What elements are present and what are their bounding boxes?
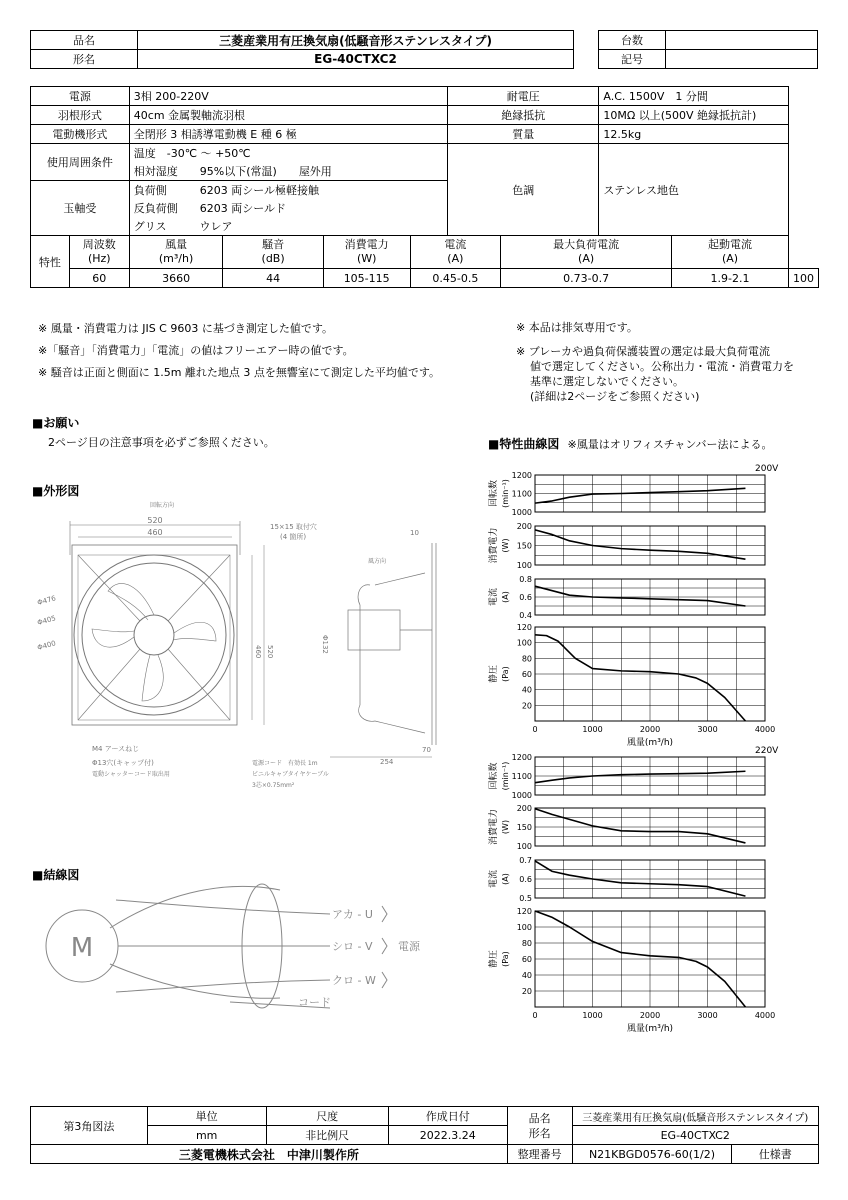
- qty-value: [666, 31, 818, 50]
- y-tick-label: 200: [516, 522, 532, 531]
- y-axis-unit: (W): [501, 819, 510, 835]
- series-line: [535, 771, 745, 782]
- notes-left: [38, 320, 440, 382]
- char-value-5: 0.73-0.7: [501, 269, 672, 288]
- withstand-label: 耐電圧: [448, 87, 599, 106]
- chart-panel-7: [487, 907, 775, 1034]
- header-table: [30, 30, 574, 69]
- lead-w: クロ - W: [332, 974, 376, 987]
- footer-model: EG-40CTXC2: [572, 1126, 819, 1145]
- x-tick-label: 2000: [639, 1011, 661, 1020]
- x-tick-label: 4000: [754, 725, 776, 734]
- chart-panel-0: [487, 464, 779, 517]
- char-header-2: 騒音 (dB): [223, 236, 323, 269]
- y-tick-label: 150: [516, 541, 532, 551]
- dim-254: 254: [380, 758, 394, 766]
- blade-label: 羽根形式: [31, 106, 130, 125]
- outline-title: ■外形図: [32, 484, 80, 498]
- y-tick-label: 100: [516, 561, 532, 570]
- char-header-3: 消費電力 (W): [323, 236, 410, 269]
- unit-value: mm: [147, 1126, 266, 1145]
- color-value: ステンレス地色: [599, 144, 789, 236]
- wiring-diagram: [30, 880, 450, 1020]
- wiring-title: ■結線図: [32, 868, 80, 882]
- series-line: [535, 861, 745, 896]
- y-tick-label: 0.7: [519, 856, 532, 865]
- dim-d132: Φ132: [321, 635, 329, 654]
- bearing-label: 玉軸受: [31, 181, 130, 236]
- model-value: EG-40CTXC2: [138, 50, 574, 69]
- y-tick-label: 150: [516, 823, 532, 832]
- chart-panel-5: [487, 804, 765, 851]
- x-axis-label: 風量(m³/h): [626, 1024, 674, 1034]
- lead-u: アカ - U: [332, 908, 373, 921]
- series-line: [535, 586, 745, 606]
- y-axis-label: 電流: [489, 587, 499, 607]
- projection: 第3角図法: [31, 1107, 148, 1145]
- ref-value: N21KBGD0576-60(1/2): [572, 1145, 732, 1164]
- dim-d476: Φ476: [36, 594, 57, 607]
- dim-mount-hole: 15×15 取付穴: [270, 523, 317, 531]
- insulation-value: 10MΩ 以上(500V 絶縁抵抗計): [599, 106, 789, 125]
- fan-ring-405: [82, 563, 226, 707]
- y-axis-label: 静圧: [489, 664, 499, 684]
- y-axis-label: 電流: [489, 869, 499, 889]
- note-right-3: 基準に選定しないでください。: [530, 375, 684, 388]
- char-header-5: 最大負荷電流 (A): [501, 236, 672, 269]
- fan-frame-outer: [72, 545, 237, 725]
- series-line: [535, 488, 745, 503]
- y-tick-label: 60: [521, 955, 532, 964]
- y-tick-label: 20: [521, 701, 532, 711]
- y-tick-label: 100: [516, 842, 532, 851]
- lead-cord: コード: [298, 996, 331, 1009]
- char-header-0: 周波数 (Hz): [69, 236, 129, 269]
- scale-label: 尺度: [266, 1107, 388, 1126]
- y-axis-label: 消費電力: [489, 527, 499, 564]
- y-tick-label: 60: [521, 670, 532, 679]
- y-tick-label: 0.4: [519, 611, 532, 620]
- y-tick-label: 1000: [511, 508, 532, 517]
- request-text: 2ページ目の注意事項を必ずご参照ください。: [48, 436, 275, 449]
- y-tick-label: 80: [521, 654, 532, 664]
- dim-mount-hole-count: (4 箇所): [280, 533, 307, 541]
- model-label: 形名: [31, 50, 138, 69]
- char-value-3: 105-115: [323, 269, 410, 288]
- dim-460-side: 460: [254, 645, 262, 659]
- color-label: 色調: [448, 144, 599, 236]
- y-axis-label: 回転数: [489, 762, 499, 790]
- env-temp: 温度 -30℃ ～ +50℃: [129, 144, 447, 163]
- y-tick-label: 20: [521, 987, 532, 996]
- char-value-4: 0.45-0.5: [410, 269, 501, 288]
- note-left-2: ※ 騒音は正面と側面に 1.5m 離れた地点 3 点を無響室にて測定した平均値です。: [38, 366, 441, 379]
- y-axis-label: 回転数: [489, 479, 499, 508]
- request-title: ■お願い: [32, 416, 80, 430]
- y-tick-label: 1100: [511, 772, 532, 781]
- y-tick-label: 120: [516, 907, 532, 916]
- blade-value: 40cm 金属製軸流羽根: [129, 106, 447, 125]
- earth-screw-label: M4 アースねじ: [92, 745, 140, 753]
- y-tick-label: 1000: [511, 791, 532, 800]
- char-header-1: 風量 (m³/h): [129, 236, 223, 269]
- note-right-1: ※ ブレーカや過負荷保護装置の選定は最大負荷電流: [516, 345, 771, 358]
- chart-panel-2: [487, 575, 765, 620]
- chart-panel-4: [487, 746, 779, 800]
- date-label: 作成日付: [388, 1107, 507, 1126]
- x-tick-label: 0: [532, 725, 538, 734]
- y-tick-label: 0.5: [519, 894, 532, 903]
- dim-rotation: 回転方向: [150, 502, 175, 509]
- cap-hole-label: Φ13穴(キャップ付): [92, 759, 154, 767]
- char-header-6: 起動電流 (A): [672, 236, 789, 269]
- chart-panel-1: [487, 522, 765, 570]
- y-axis-unit: (Pa): [501, 951, 510, 967]
- char-value-6: 1.9-2.1: [672, 269, 789, 288]
- dim-10: 10: [410, 529, 419, 537]
- note-right-0: ※ 本品は排気専用です。: [516, 321, 638, 334]
- dim-70: 70: [422, 746, 431, 754]
- doc-type: 仕様書: [732, 1145, 819, 1164]
- side-view: [348, 543, 436, 745]
- shutter-cord-label: 電動シャッターコード取出用: [92, 771, 170, 778]
- y-axis-unit: (W): [501, 538, 510, 553]
- y-axis-label: 静圧: [489, 949, 499, 969]
- series-line: [535, 530, 745, 559]
- mass-label: 質量: [448, 125, 599, 144]
- chart-panel-6: [487, 856, 765, 903]
- power-value: 3相 200-220V: [129, 87, 447, 106]
- chart-note: ※風量はオリフィスチャンバー法による。: [567, 438, 773, 451]
- power-cord-label: 電源コード 有効長 1m: [252, 760, 318, 767]
- bearing-antiload: 反負荷側 6203 両シールド: [129, 199, 447, 217]
- y-tick-label: 80: [521, 939, 532, 948]
- company-name: 三菱電機株式会社 中津川製作所: [31, 1145, 508, 1164]
- motor-letter: M: [70, 933, 94, 963]
- product-name-label: 品名: [31, 31, 138, 50]
- y-tick-label: 40: [521, 971, 532, 980]
- y-axis-unit: (A): [501, 591, 510, 603]
- x-tick-label: 1000: [582, 1011, 603, 1020]
- x-tick-label: 2000: [639, 725, 661, 734]
- insulation-label: 絶縁抵抗: [448, 106, 599, 125]
- note-left-0: ※ 風量・消費電力は JIS C 9603 に基づき測定した値です。: [38, 322, 333, 335]
- mass-value: 12.5kg: [599, 125, 789, 144]
- note-right-4: (詳細は2ページをご参照ください): [530, 390, 700, 403]
- char-value-7: 100: [789, 269, 819, 288]
- x-tick-label: 3000: [697, 1011, 718, 1020]
- y-tick-label: 120: [516, 623, 532, 632]
- series-line: [535, 635, 745, 721]
- x-tick-label: 4000: [754, 1011, 776, 1020]
- y-axis-unit: (min⁻¹): [501, 479, 510, 508]
- chart-title: ■特性曲線図 ※風量はオリフィスチャンバー法による。: [488, 437, 773, 451]
- y-tick-label: 100: [516, 923, 532, 932]
- x-axis-label: 風量(m³/h): [626, 738, 674, 748]
- dim-520-side: 520: [266, 645, 274, 659]
- date-value: 2022.3.24: [388, 1126, 507, 1145]
- motor-label: 電動機形式: [31, 125, 130, 144]
- dim-d405: Φ405: [36, 614, 57, 627]
- char-value-2: 44: [223, 269, 323, 288]
- y-tick-label: 0.6: [519, 593, 532, 602]
- withstand-value: A.C. 1500V 1 分間: [599, 87, 789, 106]
- mark-value: [666, 50, 818, 69]
- cable-type-label: ビニルキャブタイヤケーブル: [252, 771, 329, 778]
- characteristics-label: 特性: [31, 236, 70, 288]
- note-left-1: ※「騒音」「消費電力」「電流」の値はフリーエアー時の値です。: [38, 344, 354, 357]
- unit-label: 単位: [147, 1107, 266, 1126]
- spec-table: [30, 86, 819, 288]
- dim-wind-direction: 風方向: [368, 558, 387, 565]
- y-tick-label: 1100: [511, 489, 532, 499]
- cable-size-label: 3芯×0.75mm²: [252, 782, 295, 789]
- y-axis-unit: (Pa): [501, 666, 510, 682]
- char-header-4: 電流 (A): [410, 236, 501, 269]
- y-tick-label: 1200: [511, 753, 532, 762]
- y-axis-unit: (A): [501, 873, 510, 885]
- fan-ring-476: [74, 555, 234, 715]
- footer-table: [30, 1106, 819, 1164]
- x-tick-label: 0: [532, 1011, 538, 1020]
- scale-value: 非比例尺: [266, 1126, 388, 1145]
- outline-drawing: [30, 495, 470, 795]
- env-label: 使用周囲条件: [31, 144, 130, 181]
- motor-value: 全閉形 3 相誘導電動機 E 種 6 極: [129, 125, 447, 144]
- bearing-load: 負荷側 6203 両シール極軽接触: [129, 181, 447, 200]
- char-value-1: 3660: [129, 269, 223, 288]
- y-axis-unit: (min⁻¹): [501, 761, 510, 791]
- y-tick-label: 200: [516, 804, 532, 813]
- power-source-label: 電源: [398, 940, 420, 953]
- y-axis-label: 消費電力: [489, 808, 499, 846]
- voltage-label: 200V: [755, 464, 779, 474]
- y-tick-label: 0.6: [519, 875, 532, 884]
- env-humid: 相対湿度 95%以下(常温) 屋外用: [129, 162, 447, 181]
- characteristic-charts: [478, 455, 818, 1035]
- qty-table: [598, 30, 818, 69]
- lead-v: シロ - V: [332, 940, 373, 953]
- footer-product-name: 三菱産業用有圧換気扇(低騒音形ステンレスタイプ): [572, 1107, 819, 1126]
- bearing-grease: グリス ウレア: [129, 217, 447, 236]
- voltage-label: 220V: [755, 746, 779, 756]
- dim-d400: Φ400: [36, 639, 57, 652]
- product-name: 三菱産業用有圧換気扇(低騒音形ステンレスタイプ): [138, 31, 574, 50]
- mark-label: 記号: [599, 50, 666, 69]
- power-label: 電源: [31, 87, 130, 106]
- y-tick-label: 40: [521, 685, 532, 695]
- y-tick-label: 1200: [511, 471, 532, 480]
- y-tick-label: 100: [516, 638, 532, 648]
- notes-right: [516, 320, 794, 404]
- dim-520-top: 520: [147, 516, 163, 525]
- char-value-0: 60: [69, 269, 129, 288]
- ref-label: 整理番号: [507, 1145, 572, 1164]
- footer-name-labels: 品名 形名: [507, 1107, 572, 1145]
- series-line: [535, 809, 745, 843]
- y-tick-label: 0.8: [519, 575, 532, 584]
- note-right-2: 値で選定してください。公称出力・電流・消費電力を: [530, 360, 794, 373]
- dim-460-top: 460: [147, 528, 163, 537]
- chart-panel-3: [487, 623, 775, 748]
- x-tick-label: 3000: [697, 725, 718, 734]
- qty-label: 台数: [599, 31, 666, 50]
- x-tick-label: 1000: [582, 725, 603, 734]
